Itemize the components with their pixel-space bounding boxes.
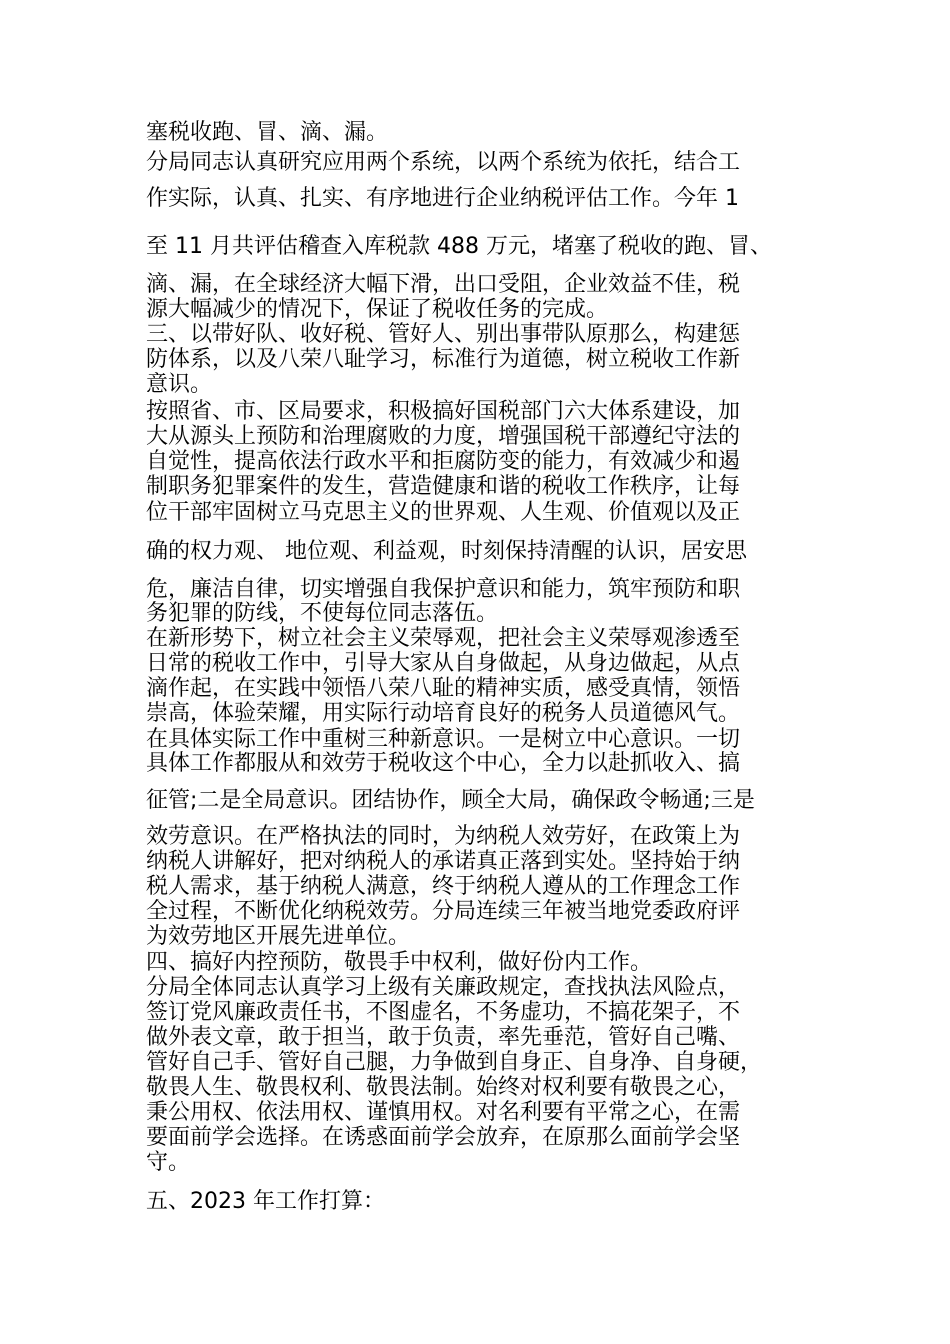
text-line: 全过程，不断优化纳税效劳。分局连续三年被当地党委政府评 — [146, 899, 741, 924]
text-line: 自觉性，提高依法行政水平和拒腐防变的能力，有效减少和遏 — [146, 449, 741, 474]
text-line: 大从源头上预防和治理腐败的力度，增强国税干部遵纪守法的 — [146, 424, 741, 449]
text-line: 做外表文章，敢于担当，敢于负责，率先垂范，管好自己嘴、 — [146, 1025, 741, 1050]
text-line: 危，廉洁自律，切实增强自我保护意识和能力，筑牢预防和职 — [146, 577, 741, 602]
text-line: 确的权力观、 地位观、利益观，时刻保持清醒的认识，居安思 — [146, 539, 747, 564]
text-line: 务犯罪的防线，不使每位同志落伍。 — [146, 601, 499, 626]
text-line: 纳税人讲解好，把对纳税人的承诺真正落到实处。坚持始于纳 — [146, 849, 741, 874]
text-line: 滴、漏，在全球经济大幅下滑，出口受阻，企业效益不佳，税 — [146, 272, 741, 297]
text-line: 塞税收跑、冒、滴、漏。 — [146, 120, 389, 145]
text-line: 位干部牢固树立马克思主义的世界观、人生观、价值观以及正 — [146, 500, 741, 525]
section-heading: 四、搞好内控预防，敬畏手中权利，做好份内工作。 — [146, 950, 653, 975]
text-line: 在新形势下，树立社会主义荣辱观，把社会主义荣辱观渗透至 — [146, 626, 741, 651]
text-line: 守。 — [146, 1150, 191, 1175]
text-line: 税人需求，基于纳税人满意，终于纳税人遵从的工作理念工作 — [146, 874, 741, 899]
text-line: 制职务犯罪案件的发生，营造健康和谐的税收工作秩序，让每 — [146, 474, 741, 499]
text-line: 在具体实际工作中重树三种新意识。一是树立中心意识。一切 — [146, 727, 741, 752]
text-line: 要面前学会选择。在诱惑面前学会放弃，在原那么面前学会坚 — [146, 1125, 741, 1150]
text-line: 为效劳地区开展先进单位。 — [146, 924, 411, 949]
text-line: 日常的税收工作中，引导大家从自身做起，从身边做起，从点 — [146, 651, 741, 676]
section-heading: 五、2023 年工作打算： — [146, 1189, 385, 1214]
section-heading: 意识。 — [146, 372, 213, 397]
text-line: 具体工作都服从和效劳于税收这个中心，全力以赴抓收入、搞 — [146, 751, 741, 776]
text-line: 源大幅减少的情况下，保证了税收任务的完成。 — [146, 297, 609, 322]
text-line: 分局全体同志认真学习上级有关廉政规定，查找执法风险点， — [146, 975, 741, 1000]
text-line: 滴作起，在实践中领悟八荣八耻的精神实质，感受真情，领悟 — [146, 676, 741, 701]
text-line: 效劳意识。在严格执法的同时，为纳税人效劳好，在政策上为 — [146, 824, 741, 849]
text-line: 按照省、市、区局要求，积极搞好国税部门六大体系建设，加 — [146, 399, 741, 424]
text-line: 秉公用权、依法用权、谨慎用权。对名利要有平常之心，在需 — [146, 1100, 741, 1125]
text-line: 管好自己手、管好自己腿，力争做到自身正、自身净、自身硬， — [146, 1050, 763, 1075]
text-line: 崇高，体验荣耀，用实际行动培育良好的税务人员道德风气。 — [146, 701, 741, 726]
text-line: 至 11 月共评估稽查入库税款 488 万元，堵塞了税收的跑、冒、 — [146, 234, 772, 259]
text-line: 作实际，认真、扎实、有序地进行企业纳税评估工作。今年 1 — [146, 186, 739, 211]
text-line: 签订党风廉政责任书，不图虚名，不务虚功，不搞花架子，不 — [146, 1000, 741, 1025]
section-heading: 防体系，以及八荣八耻学习，标准行为道德，树立税收工作新 — [146, 347, 741, 372]
text-line: 征管;二是全局意识。团结协作，顾全大局，确保政令畅通;三是 — [146, 788, 755, 813]
text-line: 分局同志认真研究应用两个系统，以两个系统为依托，结合工 — [146, 150, 741, 175]
text-line: 敬畏人生、敬畏权利、敬畏法制。始终对权利要有敬畏之心， — [146, 1075, 741, 1100]
section-heading: 三、以带好队、收好税、管好人、别出事带队原那么，构建惩 — [146, 322, 741, 347]
